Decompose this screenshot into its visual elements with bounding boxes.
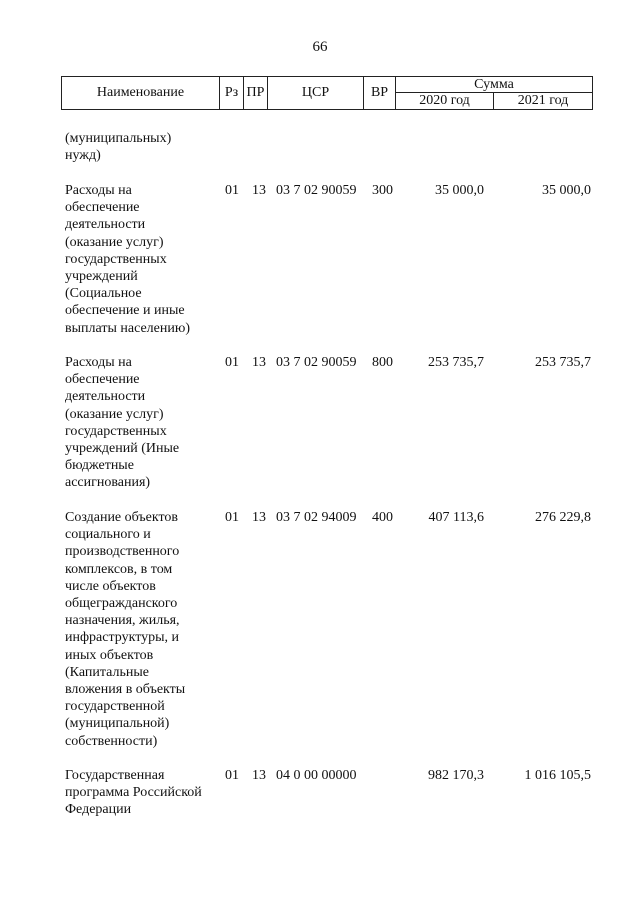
row-name-line: ассигнования) <box>65 475 151 491</box>
row-sum-2020: 253 735,7 <box>428 355 484 370</box>
page-number: 66 <box>312 39 328 55</box>
header-year-2020: 2020 год <box>396 93 494 109</box>
header-csr: ЦСР <box>268 77 364 109</box>
row-name-line: обеспечение <box>65 372 140 388</box>
row-name-line: инфраструктуры, и <box>65 630 180 646</box>
row-rz: 01 <box>225 183 239 198</box>
row-name-line: бюджетные <box>65 458 134 474</box>
row-name-line: Создание объектов <box>65 510 179 525</box>
row-csr: 03 7 02 90059 <box>276 355 357 370</box>
row-name-line: общегражданского <box>65 596 178 612</box>
row-name <box>65 182 225 337</box>
row-pr: 13 <box>252 355 266 370</box>
row-name-line: деятельности <box>65 217 146 233</box>
row-sum-2021: 276 229,8 <box>535 510 591 525</box>
row-name-line: иных объектов <box>65 647 154 663</box>
row-name-line: комплексов, в том <box>65 561 173 577</box>
row-name-line: государственных <box>65 251 167 267</box>
header-rz: Рз <box>220 77 244 109</box>
row-name-line: учреждений (Иные <box>65 441 180 457</box>
row-name-line: обеспечение и иные <box>65 303 185 319</box>
row-pr: 13 <box>252 768 266 783</box>
row-name <box>65 509 225 750</box>
row-name-line: (Социальное <box>65 286 142 302</box>
row-name-line: собственности) <box>65 733 158 749</box>
row-csr: 03 7 02 90059 <box>276 183 357 198</box>
row-name-line: числе объектов <box>65 578 156 594</box>
header-sum: Сумма <box>396 77 592 93</box>
row-name <box>65 354 225 492</box>
row-csr: 04 0 00 00000 <box>276 768 357 783</box>
row-sum-2021: 253 735,7 <box>535 355 591 370</box>
row-name-line: вложения в объекты <box>65 682 186 698</box>
header-name: Наименование <box>62 77 220 109</box>
row-name <box>65 767 225 819</box>
row-name-line: выплаты населению) <box>65 320 190 336</box>
row-name-line: производственного <box>65 544 180 560</box>
row-name-line: (Капитальные <box>65 664 149 680</box>
row-name-line: Расходы на <box>65 183 132 198</box>
row-vr: 800 <box>372 355 393 370</box>
row-rz: 01 <box>225 768 239 783</box>
row-vr: 300 <box>372 183 393 198</box>
row-csr: 03 7 02 94009 <box>276 510 357 525</box>
row-name-line: Федерации <box>65 802 132 818</box>
row-rz: 01 <box>225 510 239 525</box>
row-name-line: нужд) <box>65 148 101 164</box>
row-name-line: (муниципальной) <box>65 716 170 732</box>
row-sum-2020: 35 000,0 <box>435 183 484 198</box>
row-sum-2021: 1 016 105,5 <box>524 768 591 783</box>
row-name-line: социального и <box>65 527 151 543</box>
row-name-line: государственной <box>65 699 165 715</box>
header-vr: ВР <box>364 77 396 109</box>
row-sum-2021: 35 000,0 <box>542 183 591 198</box>
row-sum-2020: 982 170,3 <box>428 768 484 783</box>
row-name-line: назначения, жилья, <box>65 613 180 629</box>
row-name-line: (оказание услуг) <box>65 406 164 422</box>
row-name-line: (оказание услуг) <box>65 234 164 250</box>
row-name-line: Государственная <box>65 768 165 783</box>
row-name-line: учреждений <box>65 269 138 285</box>
row-name-line: Расходы на <box>65 355 132 370</box>
row-name-line: программа Российской <box>65 785 202 801</box>
row-name-line: деятельности <box>65 389 146 405</box>
row-vr: 400 <box>372 510 393 525</box>
header-pr: ПР <box>244 77 268 109</box>
row-name-line: государственных <box>65 423 167 439</box>
row-name-line: обеспечение <box>65 200 140 216</box>
row-pr: 13 <box>252 183 266 198</box>
row-name <box>65 130 225 164</box>
header-year-2021: 2021 год <box>517 93 569 108</box>
row-sum-2020: 407 113,6 <box>428 510 484 525</box>
table-header <box>61 76 593 110</box>
row-rz: 01 <box>225 355 239 370</box>
row-pr: 13 <box>252 510 266 525</box>
row-name-line: (муниципальных) <box>65 131 172 146</box>
